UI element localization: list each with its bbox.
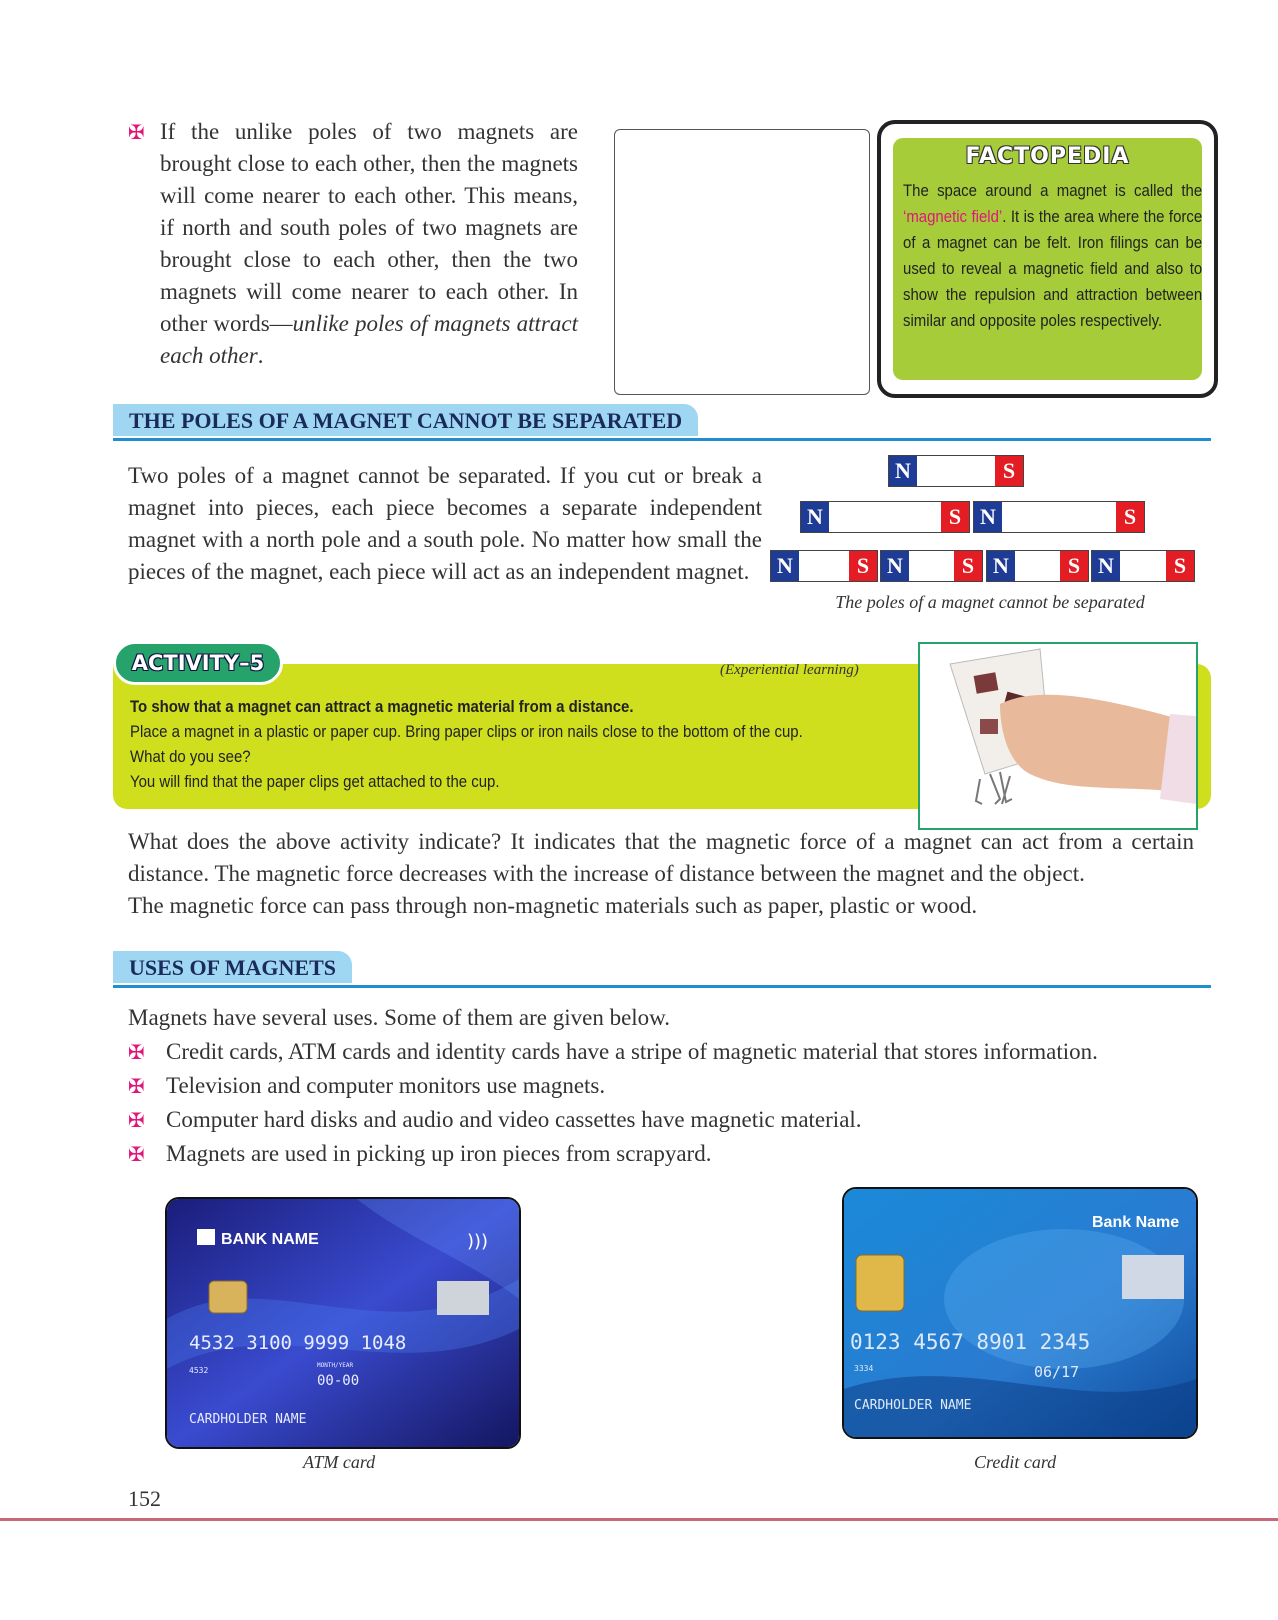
intro-text: If the unlike poles of two magnets are brought close to each other, then the magnets will come nearer to each other. This means, if north and south poles of two magnets are brought close to each other, then the two magnets will come nearer to each other. In other words—unlike poles of magnets attract each other. [160, 119, 578, 368]
activity-line: You will find that the paper clips get attached to the cup. [130, 772, 500, 791]
list-item: ✠ Computer hard disks and audio and video cassettes have magnetic material. [128, 1103, 1208, 1137]
cross-bullet-icon: ✠ [128, 1108, 145, 1132]
list-item: ✠ Magnets are used in picking up iron pieces from scrapyard. [128, 1137, 1208, 1171]
south-pole-label: S [1116, 502, 1144, 532]
magnet-piece [800, 501, 970, 533]
magnet-piece [770, 550, 878, 582]
hologram-icon [437, 1281, 489, 1315]
cross-bullet-icon: ✠ [128, 1142, 145, 1166]
atm-holder: CARDHOLDER NAME [189, 1412, 307, 1427]
north-pole-label: N [974, 502, 1002, 532]
atm-card-caption: ATM card [303, 1452, 376, 1472]
cross-bullet-icon: ✠ [128, 120, 145, 144]
activity-badge: ACTIVITY–5 [113, 641, 283, 685]
footer-rule [0, 1518, 1278, 1521]
cross-bullet-icon: ✠ [128, 1040, 145, 1064]
credit-holder: CARDHOLDER NAME [854, 1398, 972, 1413]
factopedia-box [877, 120, 1218, 398]
bank-logo-icon [197, 1229, 215, 1245]
list-item: ✠ Credit cards, ATM cards and identity cards have a stripe of magnetic material that stores information. [128, 1035, 1208, 1069]
intro-bullet [128, 116, 578, 372]
credit-card-image [842, 1187, 1198, 1439]
magnet-piece [1091, 550, 1195, 582]
cross-bullet-icon: ✠ [128, 1074, 145, 1098]
south-pole-label: S [941, 502, 969, 532]
activity-line: Place a magnet in a plastic or paper cup. Bring paper clips or iron nails close to the bottom of the cup. [130, 722, 803, 741]
uses-intro: Magnets have several uses. Some of them are given below. [128, 1005, 671, 1030]
atm-expiry: 00-00 [317, 1373, 360, 1389]
north-pole-label: N [771, 551, 799, 581]
activity-aim: To show that a magnet can attract a magnetic material from a distance. [130, 697, 634, 716]
south-pole-label: S [849, 551, 877, 581]
svg-text:MONTH/YEAR: MONTH/YEAR [317, 1362, 354, 1369]
magnet-piece [973, 501, 1145, 533]
activity-text [130, 694, 922, 794]
factopedia-text: The space around a magnet is called the ‘magnetic field’. It is the area where the force of a magnet can be felt. Iron filings can be used to reveal a magnetic field and also to show the repulsion and attraction between similar and opposite poles respectively. [903, 181, 1203, 330]
south-pole-label: S [954, 551, 982, 581]
distance-paragraph [128, 826, 1194, 922]
hologram-icon [1122, 1255, 1184, 1299]
poles-paragraph: Two poles of a magnet cannot be separated. If you cut or break a magnet into pieces, each piece becomes a separate independent magnet with a north pole and a south pole. No matter how small the pieces of the magnet, each piece will act as an independent magnet. [128, 463, 762, 584]
image-placeholder-box [614, 129, 870, 395]
section-heading-poles: THE POLES OF A MAGNET CANNOT BE SEPARATED [113, 404, 698, 436]
distance-text-2: The magnetic force can pass through non-magnetic materials such as paper, plastic or wood. [128, 893, 978, 918]
north-pole-label: N [1092, 551, 1120, 581]
section-rule [113, 438, 1211, 441]
list-item: ✠ Television and computer monitors use magnets. [128, 1069, 1208, 1103]
svg-text:4532: 4532 [189, 1366, 209, 1375]
magnet-diagram-caption: The poles of a magnet cannot be separated [835, 592, 1145, 612]
contactless-icon: ))) [467, 1231, 489, 1252]
atm-bank-name: BANK NAME [221, 1231, 319, 1248]
distance-text-1: What does the above activity indicate? It indicates that the magnetic force of a magnet can act from a certain distance. The magnetic force decreases with the increase of distance between the magnet and the object. [128, 829, 1194, 886]
credit-card-number: 0123 4567 8901 2345 [850, 1330, 1091, 1354]
chip-icon [856, 1255, 904, 1311]
south-pole-label: S [995, 456, 1023, 486]
credit-card-caption: Credit card [974, 1452, 1057, 1472]
north-pole-label: N [801, 502, 829, 532]
factopedia-title: FACTOPEDIA [965, 144, 1130, 169]
activity-tag: (Experiential learning) [720, 662, 859, 678]
atm-card-number: 4532 3100 9999 1048 [189, 1332, 407, 1354]
north-pole-label: N [881, 551, 909, 581]
uses-list [128, 1005, 1208, 1171]
activity-line: What do you see? [130, 747, 251, 766]
cup-magnet-photo [918, 642, 1198, 830]
magnet-piece [880, 550, 983, 582]
credit-expiry: 06/17 [1034, 1363, 1080, 1381]
section-heading-uses: USES OF MAGNETS [113, 951, 352, 983]
page-number: 152 [128, 1486, 161, 1511]
svg-text:3334: 3334 [854, 1364, 874, 1373]
south-pole-label: S [1166, 551, 1194, 581]
chip-icon [209, 1281, 247, 1313]
magnetic-field-highlight: ‘magnetic field’ [903, 207, 1003, 226]
section-rule [113, 985, 1211, 988]
credit-bank-name: Bank Name [1092, 1214, 1180, 1231]
south-pole-label: S [1060, 551, 1088, 581]
magnet-piece [888, 455, 1024, 487]
atm-card-image [165, 1197, 521, 1449]
north-pole-label: N [987, 551, 1015, 581]
north-pole-label: N [889, 456, 917, 486]
magnet-piece [986, 550, 1089, 582]
